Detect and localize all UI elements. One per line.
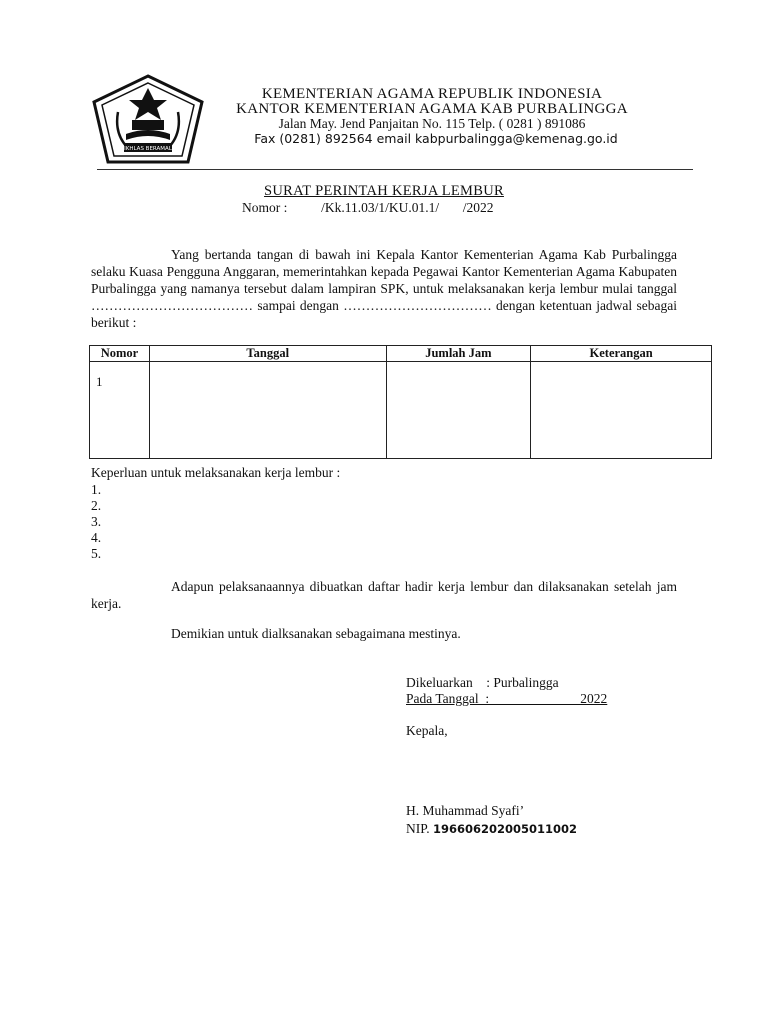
table-row <box>90 362 712 459</box>
table-header-row <box>90 346 712 362</box>
signatory-name: H. Muhammad Syafi’ <box>406 803 525 818</box>
issued-date: Pada Tanggal : 2022 <box>406 691 608 706</box>
header-divider <box>97 169 693 170</box>
list-item: 5. <box>91 546 102 561</box>
intro-paragraph <box>91 246 677 331</box>
column-header-tanggal: Tanggal <box>149 346 386 362</box>
closing-paragraph: Demikian untuk dialksanakan sebagaimana mestinya. <box>171 626 461 641</box>
needs-list <box>91 482 101 562</box>
list-item: 2. <box>91 498 102 513</box>
document-number: Nomor : /Kk.11.03/1/KU.01.1/ /2022 <box>242 200 494 215</box>
table-cell-keterangan <box>531 362 712 459</box>
issued-place: Dikeluarkan : Purbalingga <box>406 675 559 690</box>
implementation-paragraph <box>91 578 677 612</box>
column-header-nomor: Nomor <box>90 346 150 362</box>
document-title: SURAT PERINTAH KERJA LEMBUR <box>264 183 504 199</box>
svg-text:IKHLAS BERAMAL: IKHLAS BERAMAL <box>124 146 172 152</box>
table-cell-tanggal <box>149 362 386 459</box>
header-ministry-name: KEMENTERIAN AGAMA REPUBLIK INDONESIA <box>261 86 603 102</box>
nip-value: 196606202005011002 <box>433 822 578 836</box>
implementation-paragraph-text: Adapun pelaksanaannya dibuatkan daftar hadir kerja lembur dan dilaksanakan setelah jam kerja. <box>91 579 677 611</box>
overtime-schedule-table <box>89 345 712 459</box>
header-fax-email: Fax (0281) 892564 email kabpurbalingga@kemenag.go.id <box>254 131 618 146</box>
column-header-keterangan: Keterangan <box>531 346 712 362</box>
nip-label: NIP. <box>406 821 434 836</box>
signatory-nip <box>406 821 577 837</box>
table-cell-jumlah-jam <box>386 362 531 459</box>
intro-paragraph-text: Yang bertanda tangan di bawah ini Kepala Kantor Kementerian Agama Kab Purbalingga selaku Kuasa Pengguna Anggaran, memerintahkan kepada Pegawai Kantor Kementerian Agama Kabupaten Purbalingga yang namanya tersebut dalam lampiran SPK, untuk melaksanakan kerja lembur mulai tanggal ……………………………… sampai dengan …………………………… dengan ketentuan jadwal sebagai berikut : <box>91 247 677 330</box>
list-item: 4. <box>91 530 102 545</box>
header-address: Jalan May. Jend Panjaitan No. 115 Telp. ( 0281 ) 891086 <box>278 116 586 131</box>
list-item: 1. <box>91 482 102 497</box>
needs-label: Keperluan untuk melaksanakan kerja lembur : <box>91 465 341 480</box>
list-item: 3. <box>91 514 102 529</box>
header-office-name: KANTOR KEMENTERIAN AGAMA KAB PURBALINGGA <box>236 101 628 117</box>
table-cell-nomor: 1 <box>90 362 150 459</box>
column-header-jumlah-jam: Jumlah Jam <box>386 346 531 362</box>
signatory-position: Kepala, <box>406 723 448 738</box>
